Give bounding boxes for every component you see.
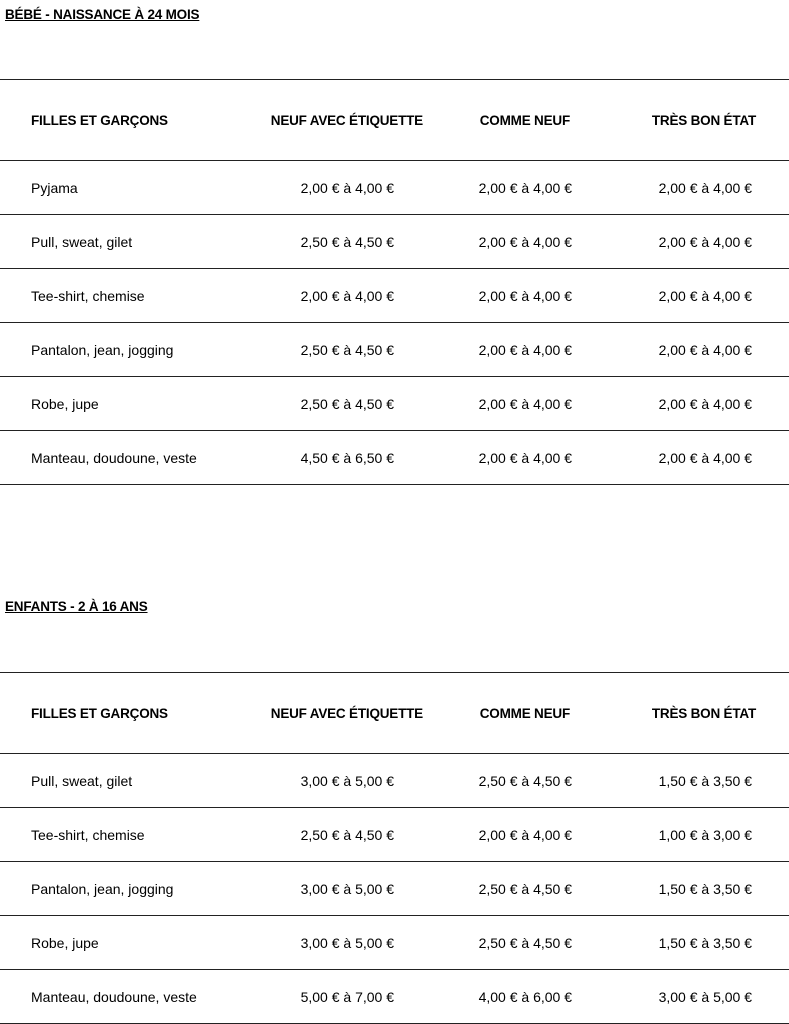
price-comme-neuf: 2,50 € à 4,50 € — [432, 916, 587, 970]
section-title-enfants: ENFANTS - 2 À 16 ANS — [5, 599, 148, 614]
item-name: Pull, sweat, gilet — [0, 215, 232, 269]
header-category: FILLES ET GARÇONS — [0, 673, 232, 754]
price-neuf: 3,00 € à 5,00 € — [232, 916, 432, 970]
item-name: Robe, jupe — [0, 916, 232, 970]
price-tres-bon-etat: 1,50 € à 3,50 € — [587, 862, 789, 916]
price-neuf: 2,00 € à 4,00 € — [232, 161, 432, 215]
header-neuf-avec-etiquette: NEUF AVEC ÉTIQUETTE — [232, 80, 432, 161]
header-comme-neuf: COMME NEUF — [432, 80, 587, 161]
item-name: Robe, jupe — [0, 377, 232, 431]
item-name: Pantalon, jean, jogging — [0, 862, 232, 916]
price-comme-neuf: 2,00 € à 4,00 € — [432, 377, 587, 431]
price-neuf: 3,00 € à 5,00 € — [232, 754, 432, 808]
table-row — [0, 916, 789, 970]
header-neuf-avec-etiquette: NEUF AVEC ÉTIQUETTE — [232, 673, 432, 754]
table-header-row — [0, 80, 789, 161]
price-tres-bon-etat: 3,00 € à 5,00 € — [587, 970, 789, 1024]
price-comme-neuf: 4,00 € à 6,00 € — [432, 970, 587, 1024]
item-name: Tee-shirt, chemise — [0, 269, 232, 323]
table-row — [0, 215, 789, 269]
price-comme-neuf: 2,50 € à 4,50 € — [432, 862, 587, 916]
table-row — [0, 754, 789, 808]
table-header-row — [0, 673, 789, 754]
price-comme-neuf: 2,00 € à 4,00 € — [432, 323, 587, 377]
section-title-bebe: BÉBÉ - NAISSANCE À 24 MOIS — [5, 7, 200, 22]
price-neuf: 2,50 € à 4,50 € — [232, 377, 432, 431]
price-tres-bon-etat: 2,00 € à 4,00 € — [587, 269, 789, 323]
price-tres-bon-etat: 2,00 € à 4,00 € — [587, 377, 789, 431]
table-row — [0, 808, 789, 862]
price-tres-bon-etat: 2,00 € à 4,00 € — [587, 323, 789, 377]
table-row — [0, 269, 789, 323]
header-tres-bon-etat: TRÈS BON ÉTAT — [587, 80, 789, 161]
item-name: Pyjama — [0, 161, 232, 215]
price-tres-bon-etat: 1,50 € à 3,50 € — [587, 916, 789, 970]
price-comme-neuf: 2,00 € à 4,00 € — [432, 161, 587, 215]
table-row — [0, 862, 789, 916]
item-name: Tee-shirt, chemise — [0, 808, 232, 862]
item-name: Pantalon, jean, jogging — [0, 323, 232, 377]
price-tres-bon-etat: 1,00 € à 3,00 € — [587, 808, 789, 862]
item-name: Manteau, doudoune, veste — [0, 970, 232, 1024]
price-comme-neuf: 2,00 € à 4,00 € — [432, 431, 587, 485]
price-neuf: 2,50 € à 4,50 € — [232, 215, 432, 269]
table-row — [0, 161, 789, 215]
price-comme-neuf: 2,50 € à 4,50 € — [432, 754, 587, 808]
item-name: Manteau, doudoune, veste — [0, 431, 232, 485]
price-tres-bon-etat: 2,00 € à 4,00 € — [587, 215, 789, 269]
price-neuf: 4,50 € à 6,50 € — [232, 431, 432, 485]
price-table-enfants — [0, 672, 789, 1024]
price-comme-neuf: 2,00 € à 4,00 € — [432, 215, 587, 269]
price-comme-neuf: 2,00 € à 4,00 € — [432, 269, 587, 323]
price-tres-bon-etat: 2,00 € à 4,00 € — [587, 431, 789, 485]
table-row — [0, 377, 789, 431]
table-row — [0, 323, 789, 377]
price-neuf: 5,00 € à 7,00 € — [232, 970, 432, 1024]
price-neuf: 2,00 € à 4,00 € — [232, 269, 432, 323]
table-row — [0, 970, 789, 1024]
item-name: Pull, sweat, gilet — [0, 754, 232, 808]
price-tres-bon-etat: 2,00 € à 4,00 € — [587, 161, 789, 215]
header-tres-bon-etat: TRÈS BON ÉTAT — [587, 673, 789, 754]
price-comme-neuf: 2,00 € à 4,00 € — [432, 808, 587, 862]
header-comme-neuf: COMME NEUF — [432, 673, 587, 754]
price-neuf: 3,00 € à 5,00 € — [232, 862, 432, 916]
price-neuf: 2,50 € à 4,50 € — [232, 323, 432, 377]
price-neuf: 2,50 € à 4,50 € — [232, 808, 432, 862]
price-table-bebe — [0, 79, 789, 485]
price-tres-bon-etat: 1,50 € à 3,50 € — [587, 754, 789, 808]
table-row — [0, 431, 789, 485]
header-category: FILLES ET GARÇONS — [0, 80, 232, 161]
